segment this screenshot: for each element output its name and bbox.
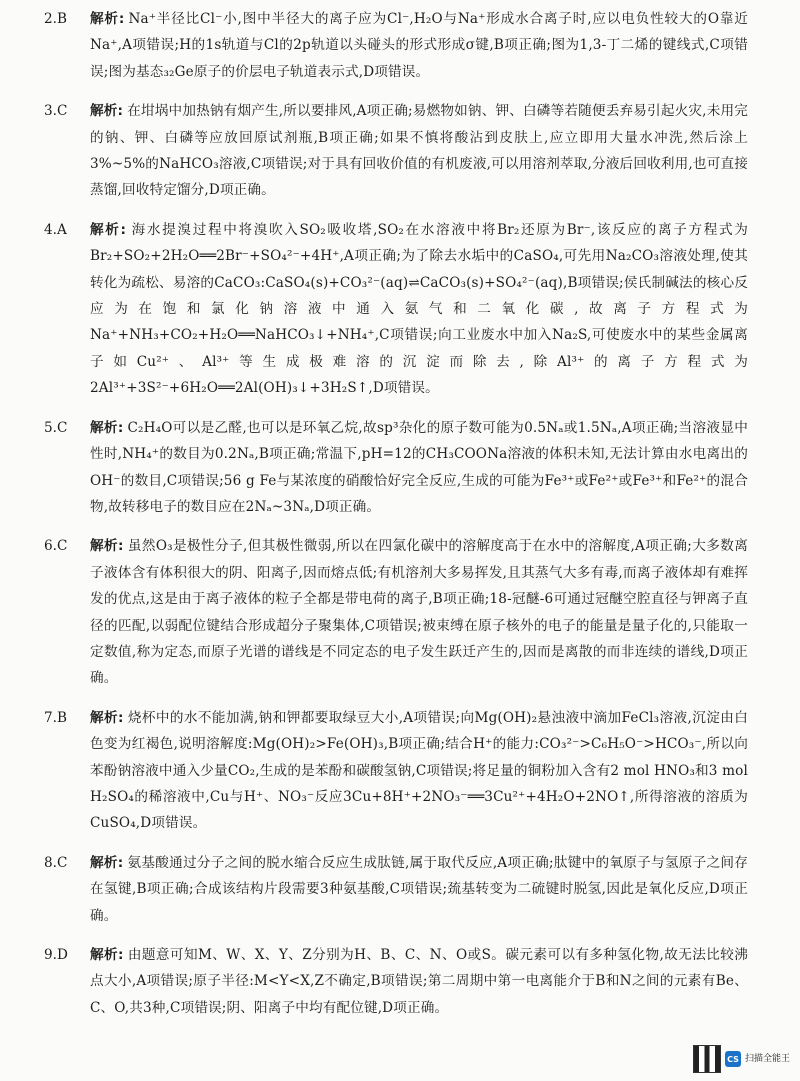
explanation-label: 解析: <box>90 419 124 436</box>
explanation-text <box>90 98 748 204</box>
explanation-body: C₂H₄O可以是乙醛,也可以是环氧乙烷,故sp³杂化的原子数可能为0.5Nₐ或1.5Nₐ,A项正确;当溶液显中性时,NH₄⁺的数目为0.2Nₐ,B项正确;常温下,pH=12的CH₃COONa溶液的体积未知,无法计算由水电离出的OH⁻的数目,C项错误;56 g Fe与某浓度的硝酸恰好完全反应,生成的可能为Fe³⁺或Fe²⁺或Fe³⁺和Fe²⁺的混合物,故转移电子的数目应在2Nₐ~3Nₐ,D项正确。 <box>90 419 748 515</box>
question-number: 8.C <box>44 854 68 871</box>
answer-item <box>44 850 748 929</box>
answer-item <box>44 217 748 402</box>
scanner-watermark <box>693 1045 790 1073</box>
explanation-text <box>90 705 748 837</box>
scanner-brand: 扫描全能王 <box>744 1054 790 1064</box>
answer-item <box>44 533 748 691</box>
qr-code-icon <box>693 1045 721 1073</box>
answer-item <box>44 98 748 204</box>
answer-item <box>44 942 748 1021</box>
camscanner-logo-icon: CS <box>725 1051 741 1067</box>
explanation-text <box>90 533 748 691</box>
explanation-body: Na⁺半径比Cl⁻小,图中半径大的离子应为Cl⁻,H₂O与Na⁺形成水合离子时,应以电负性较大的O靠近Na⁺,A项错误;H的1s轨道与Cl的2p轨道以头碰头的形式形成σ键,B项正确;图为1,3-丁二烯的键线式,C项错误;图为基态₃₂Ge原子的价层电子轨道表示式,D项错误。 <box>90 11 748 80</box>
answer-page <box>44 6 748 1034</box>
question-number: 2.B <box>44 11 67 27</box>
explanation-text <box>90 942 748 1021</box>
explanation-label: 解析: <box>90 11 125 27</box>
explanation-text <box>90 850 748 929</box>
explanation-body: 海水提溴过程中将溴吹入SO₂吸收塔,SO₂在水溶液中将Br₂还原为Br⁻,该反应的离子方程式为Br₂+SO₂+2H₂O══2Br⁻+SO₄²⁻+4H⁺,A项正确;为了除去水垢中的CaSO₄,可先用Na₂CO₃溶液处理,使其转化为疏松、易溶的CaCO₃:CaSO₄(s)+CO₃²⁻(aq)⇌CaCO₃(s)+SO₄²⁻(aq),B项错误;侯氏制碱法的核心反应为在饱和氯化钠溶液中通入氨气和二氧化碳,故离子方程式为Na⁺+NH₃+CO₂+H₂O══NaHCO₃↓+NH₄⁺,C项错误;向工业废水中加入Na₂S,可使废水中的某些金属离子如Cu²⁺、Al³⁺等生成极难溶的沉淀而除去,除Al³⁺的离子方程式为2Al³⁺+3S²⁻+6H₂O══2Al(OH)₃↓+3H₂S↑,D项错误。 <box>90 221 749 397</box>
explanation-text <box>90 415 748 521</box>
explanation-text <box>90 217 748 402</box>
question-number: 9.D <box>44 947 68 963</box>
explanation-label: 解析: <box>90 854 124 871</box>
explanation-label: 解析: <box>90 221 127 238</box>
answer-item <box>44 415 748 521</box>
explanation-label: 解析: <box>90 103 124 120</box>
explanation-label: 解析: <box>90 947 124 963</box>
explanation-body: 在坩埚中加热钠有烟产生,所以要排风,A项正确;易燃物如钠、钾、白磷等若随便丢弃易引起火灾,未用完的钠、钾、白磷等应放回原试剂瓶,B项正确;如果不慎将酸沾到皮肤上,应立即用大量水冲洗,然后涂上3%~5%的NaHCO₃溶液,C项错误;对于具有回收价值的有机废液,可以用溶剂萃取,分液后回收利用,也可直接蒸馏,回收特定馏分,D项正确。 <box>90 103 748 199</box>
question-number: 3.C <box>44 103 68 120</box>
question-number: 6.C <box>44 538 68 555</box>
explanation-body: 虽然O₃是极性分子,但其极性微弱,所以在四氯化碳中的溶解度高于在水中的溶解度,A项正确;大多数离子液体含有体积很大的阴、阳离子,因而熔点低;有机溶剂大多易挥发,且其蒸气大多有毒,而离子液体却有难挥发的优点,这是由于离子液体的粒子全都是带电荷的离子,B项正确;18-冠醚-6可通过冠醚空腔直径与钾离子直径的匹配,以弱配位键结合形成超分子聚集体,C项错误;被束缚在原子核外的电子的能量是量子化的,只能取一定数值,称为定态,而原子光谱的谱线是不同定态的电子发生跃迁产生的,因而是离散的而非连续的谱线,D项正确。 <box>90 538 748 687</box>
explanation-label: 解析: <box>90 538 124 555</box>
answer-item <box>44 705 748 837</box>
explanation-body: 由题意可知M、W、X、Y、Z分别为H、B、C、N、O或S。碳元素可以有多种氢化物,故无法比较沸点大小,A项错误;原子半径:M<Y<X,Z不确定,B项错误;第二周期中第一电离能介于B和N之间的元素有Be、C、O,共3种,C项错误;阴、阳离子中均有配位键,D项正确。 <box>90 947 749 1016</box>
explanation-body: 烧杯中的水不能加满,钠和钾都要取绿豆大小,A项错误;向Mg(OH)₂悬浊液中滴加FeCl₃溶液,沉淀由白色变为红褐色,说明溶解度:Mg(OH)₂>Fe(OH)₃,B项正确;结合H⁺的能力:CO₃²⁻>C₆H₅O⁻>HCO₃⁻,所以向苯酚钠溶液中通入少量CO₂,生成的是苯酚和碳酸氢钠,C项错误;将足量的铜粉加入含有2 mol HNO₃和3 mol H₂SO₄的稀溶液中,Cu与H⁺、NO₃⁻反应3Cu+8H⁺+2NO₃⁻══3Cu²⁺+4H₂O+2NO↑,所得溶液的溶质为CuSO₄,D项错误。 <box>90 709 749 832</box>
explanation-text <box>90 6 748 85</box>
question-number: 4.A <box>44 221 67 238</box>
question-number: 5.C <box>44 419 68 436</box>
explanation-body: 氨基酸通过分子之间的脱水缩合反应生成肽链,属于取代反应,A项正确;肽键中的氧原子与氢原子之间存在氢键,B项正确;合成该结构片段需要3种氨基酸,C项错误;巯基转变为二硫键时脱氢,因此是氧化反应,D项正确。 <box>90 854 748 924</box>
answer-item <box>44 6 748 85</box>
question-number: 7.B <box>44 709 67 726</box>
explanation-label: 解析: <box>90 709 124 726</box>
